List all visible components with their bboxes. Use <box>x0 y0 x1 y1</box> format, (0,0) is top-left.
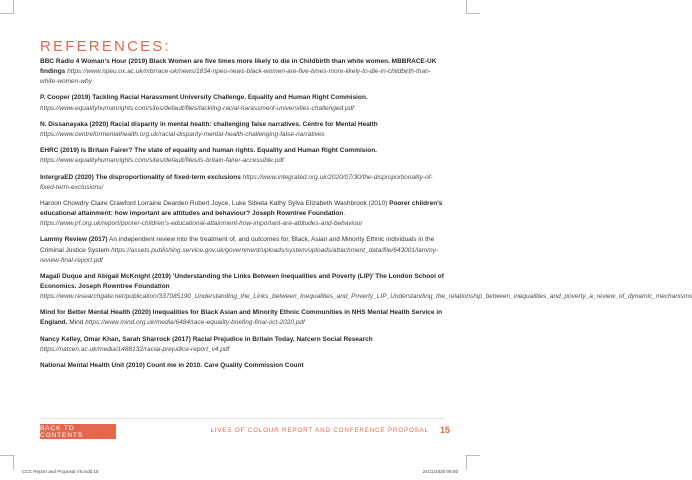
page-number: 15 <box>439 425 450 435</box>
reference-link[interactable]: https://www.mind.org.uk/media/6484/race-equality-briefing-final-oct-2020.pdf <box>83 319 305 327</box>
reference-link[interactable]: https://www.equalityhumanrights.com/sites/default/files/tackling-racial-harassment-universities-challenged.pdf <box>40 104 354 112</box>
reference-link[interactable]: https://www.npeu.ox.ac.uk/mbrrace-uk/news/1834-npeu-news-black-women-are-five-times-more-likely-to-die-in-childbirth-than-white-women-why <box>40 68 431 86</box>
reference-link[interactable]: https://www.integrated.org.uk/2020/07/30/the-disproportionality-of-fixed-term-exclusions/ <box>40 173 433 191</box>
reference-item: EHRC (2019) Is Britain Fairer? The state of equality and human rights. Equality and Human Right Commision. https://www.equalityhumanrights.com/sites/default/files/is-britain-fairer-accessible.pdf <box>40 147 377 165</box>
crop-mark <box>0 455 14 456</box>
reference-item: BBC Radio 4 Woman’s Hour (2019) Black Women are five times more likely to die in Childbirth than white women. MBBRACE-UK findings https://www.npeu.ox.ac.uk/mbrrace-uk/news/1834-npeu-news-black-women-are-five-times-more-likely-to-die-in-childbirth-than-white-women-why <box>40 58 437 86</box>
reference-item: Haroon Chowdry Claire Crawford Lorraine Dearden Robert Joyce, Luke Sibieta Kathy Sylva Elizabeth Washbrook (2010) Poorer children’s educational attainment: how important are attitudes and behaviour? Joseph Rowntree Foundation. https://www.jrf.org.uk/report/poorer-children’s-educational-attainment-how-important-are-attitudes-and-behaviour <box>40 199 443 228</box>
reference-item: Nancy Kelley, Omar Khan, Sarah Sharrock (2017) Racial Prejudice in Britain Today. Natcern Social Research https://natcen.ac.uk/media/1488132/racial-prejudice-report_v4.pdf <box>40 335 373 353</box>
reference-item: Magali Duque and Abigail McKnight (2019) ‘Understanding the Links Between Inequalities and Poverty (LIP)’ The London School of Economics. Joseph Rowntree Foundation https://www.researchgate.net/publication/337085190_Understanding_the_Links_between_Inequalities_and_Poverty_LIP_Understanding_the_relationship_between_inequalities_and_poverty_a_review_of_dynamic_mechanisms <box>40 272 692 301</box>
print-slug-file: CCC Report and Proposal V5.indd 15 <box>22 469 99 474</box>
crop-mark <box>0 13 14 14</box>
reference-link[interactable]: https://www.centreformentalhealth.org.uk/racial-disparity-mental-health-challenging-false-narratives <box>40 130 325 138</box>
footer-divider <box>40 418 445 419</box>
reference-item: P. Cooper (2019) Tackling Racial Harassment University Challenge. Equality and Human Right Commision. https://www.equalityhumanrights.com/sites/default/files/tackling-racial-harassment-universities-challenged.pdf <box>40 94 368 112</box>
reference-link[interactable]: https://www.researchgate.net/publication/337085190_Understanding_the_Links_between_Inequalities_and_Poverty_LIP_Understanding_the_relationship_between_inequalities_and_poverty_a_review_of_dynamic_mechanisms <box>40 293 692 301</box>
reference-item: Lammy Review (2017) An independent review into the treatment of, and outcomes for, Black, Asian and Minority Ethnic individuals in the Criminal Justice System https://assets.publishing.service.gov.uk/government/uploads/system/uploads/attachment_data/file/643001/lammy-review-final-report.pdf <box>40 236 439 264</box>
document-page <box>27 14 692 454</box>
reference-item: National Mental Health Unit (2010) Count me in 2010. Care Quality Commission Count <box>40 362 304 370</box>
print-slug-timestamp: 24/11/2020 09:50 <box>422 469 458 474</box>
reference-item: IntergraED (2020) The disproportionality of fixed-term exclusions https://www.integrated.org.uk/2020/07/30/the-disproportionality-of-fixed-term-exclusions/ <box>40 173 433 191</box>
crop-mark <box>466 0 467 14</box>
back-to-contents-button[interactable]: BACK TO CONTENTS <box>40 424 116 439</box>
reference-item: Mind for Better Mental Health (2020) Inequalities for Black Asian and Minority Ethnic Communities in NHS Mental Health Service in England. Mind https://www.mind.org.uk/media/6484/race-equality-briefing-final-oct-2020.pdf <box>40 309 443 327</box>
crop-mark <box>13 456 14 470</box>
reference-list <box>40 57 692 377</box>
reference-item: N. Dissanayaka (2020) Racial disparity in mental health: challenging false narratives. Centre for Mental Health https://www.centreformentalhealth.org.uk/racial-disparity-mental-health-challenging-false-narratives <box>40 120 378 138</box>
crop-mark <box>466 13 480 14</box>
reference-link[interactable]: https://www.equalityhumanrights.com/sites/default/files/is-britain-fairer-accessible.pdf <box>40 157 284 165</box>
crop-mark <box>13 0 14 14</box>
reference-link[interactable]: https://assets.publishing.service.gov.uk/government/uploads/system/uploads/attachment_data/file/643001/lammy-review-final-report.pdf <box>40 246 439 264</box>
reference-link[interactable]: https://www.jrf.org.uk/report/poorer-children’s-educational-attainment-how-important-are-attitudes-and-behaviour <box>40 220 363 228</box>
crop-mark <box>466 455 480 456</box>
reference-link[interactable]: https://natcen.ac.uk/media/1488132/racial-prejudice-report_v4.pdf <box>40 345 230 353</box>
footer-document-title: LIVES OF COLOUR REPORT AND CONFERENCE PROPOSAL <box>210 427 429 434</box>
crop-mark <box>466 456 467 470</box>
page-title: REFERENCES: <box>40 38 171 55</box>
